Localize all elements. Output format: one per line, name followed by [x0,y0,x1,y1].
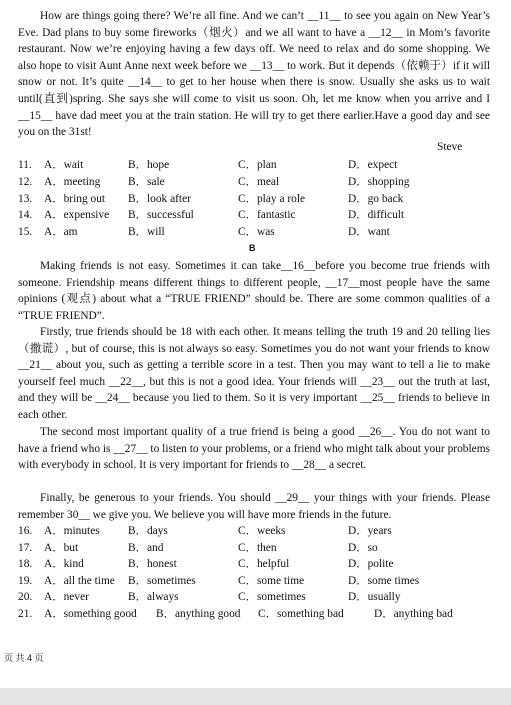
option-c: C．plan [238,159,277,171]
option-c: C．weeks [238,525,286,537]
option-a: A．kind [44,558,84,570]
option-b: B．hope [128,159,170,171]
option-c: C．play a role [238,193,306,205]
option-c: C．meal [238,176,280,188]
option-b: B．sale [128,176,165,188]
option-c: C．some time [238,575,305,587]
option-c: C．helpful [238,558,290,570]
option-b: B．always [128,591,179,603]
option-b: B．look after [128,193,191,205]
option-b: B．and [128,542,164,554]
question-number: 17. [18,542,33,554]
option-c: C．was [238,226,275,238]
passage-b-text-2: Firstly, true friends should be 18 with each other. It means telling the truth 19 and 20 telling lies（撒谎）, but of course, this is not always so easy. Sometimes you do not want your friends to know __21__ about you, such as getting a terrible score in a test. Then you may want to tell a lie to make yourself feel much __22__, but this is not a good idea. Your friends will __23__ out the truth at last, and they will be __24__ because you lied to them. So it is very important __25__ friends to believe in each other. [18,326,490,421]
option-d: D．anything bad [374,608,453,620]
option-b: B．will [128,226,165,238]
option-c: C．something bad [258,608,344,620]
passage-b-text-1: Making friends is not easy. Sometimes it can take__16__before you become true friends with someone. Friendship means different things to different people, __17__most people have the same opinions (观点) about what a “TRUE FRIEND” should be. There are some common qualities of a “TRUE FRIEND”. [18,260,490,322]
option-b: B．honest [128,558,177,570]
question-number: 14. [18,209,33,221]
question-number: 20. [18,591,33,603]
bottom-scroll-bar [0,688,511,705]
option-a: A．meeting [44,176,101,188]
passage-b-text-4: Finally, be generous to your friends. You should __29__ your things with your friends. Please remember 30__ we give you. We believe you will have more friends in the future. [18,492,490,521]
passage-b-paragraph-3 [18,424,490,474]
option-a: A．never [44,591,89,603]
question-number: 13. [18,193,33,205]
option-a: A．minutes [44,525,100,537]
question-number: 18. [18,558,33,570]
option-a: A．expensive [44,209,110,221]
section-b-label: B [249,243,256,253]
passage-b-text-3: The second most important quality of a true friend is being a good __26__. You do not want to have a friend who is __27__ to listen to your problems, or a friend who might talk about your problems with everybody in school. It is very important for friends to __28__ a secret. [18,426,490,472]
question-number: 21. [18,608,33,620]
option-b: B．days [128,525,168,537]
option-d: D．expect [348,159,398,171]
passage-b-paragraph-4 [18,490,490,523]
question-number: 19. [18,575,33,587]
passage-a-paragraph [18,8,490,141]
letter-signature: Steve [437,141,463,153]
option-d: D．usually [348,591,401,603]
option-c: C．fantastic [238,209,296,221]
option-d: D．difficult [348,209,405,221]
option-a: A．am [44,226,78,238]
option-a: A．something good [44,608,137,620]
option-b: B．anything good [156,608,241,620]
question-number: 16. [18,525,33,537]
option-d: D．years [348,525,392,537]
option-a: A．wait [44,159,84,171]
option-a: A．bring out [44,193,106,205]
passage-b-paragraph-1 [18,258,490,324]
page-footer: 页 共 4 页 [4,653,44,663]
option-d: D．some times [348,575,420,587]
option-c: C．sometimes [238,591,306,603]
option-a: A．all the time [44,575,115,587]
option-a: A．but [44,542,79,554]
question-number: 11. [18,159,32,171]
option-d: D．go back [348,193,404,205]
question-number: 12. [18,176,33,188]
option-d: D．shopping [348,176,410,188]
passage-b-paragraph-2 [18,324,490,424]
option-b: B．sometimes [128,575,196,587]
question-number: 15. [18,226,33,238]
option-d: D．polite [348,558,394,570]
option-b: B．successful [128,209,194,221]
option-d: D．want [348,226,390,238]
passage-a-text: How are things going there? We’re all fine. And we can’t __11__ to see you again on New Year’s Eve. Dad plans to buy some fireworks（烟火）and we all want to have a __12__ in Mom’s favorite restaurant. Now we’re enjoying having a few days off. We need to relax and do some shopping. We also hope to visit Aunt Anne next week before we __13__ to work. But it depends（依赖于）if it will snow or not. It’s quite __14__ to get to her house when there is snow. Usually she asks us to wait until(直到)spring. She says she will come to visit us soon. Oh, let me know when you arrive and I __15__ have dad meet you at the train station. He will try to get there earlier.Have a good day and see you on the 31st! [18,10,490,139]
option-d: D．so [348,542,378,554]
option-c: C．then [238,542,277,554]
